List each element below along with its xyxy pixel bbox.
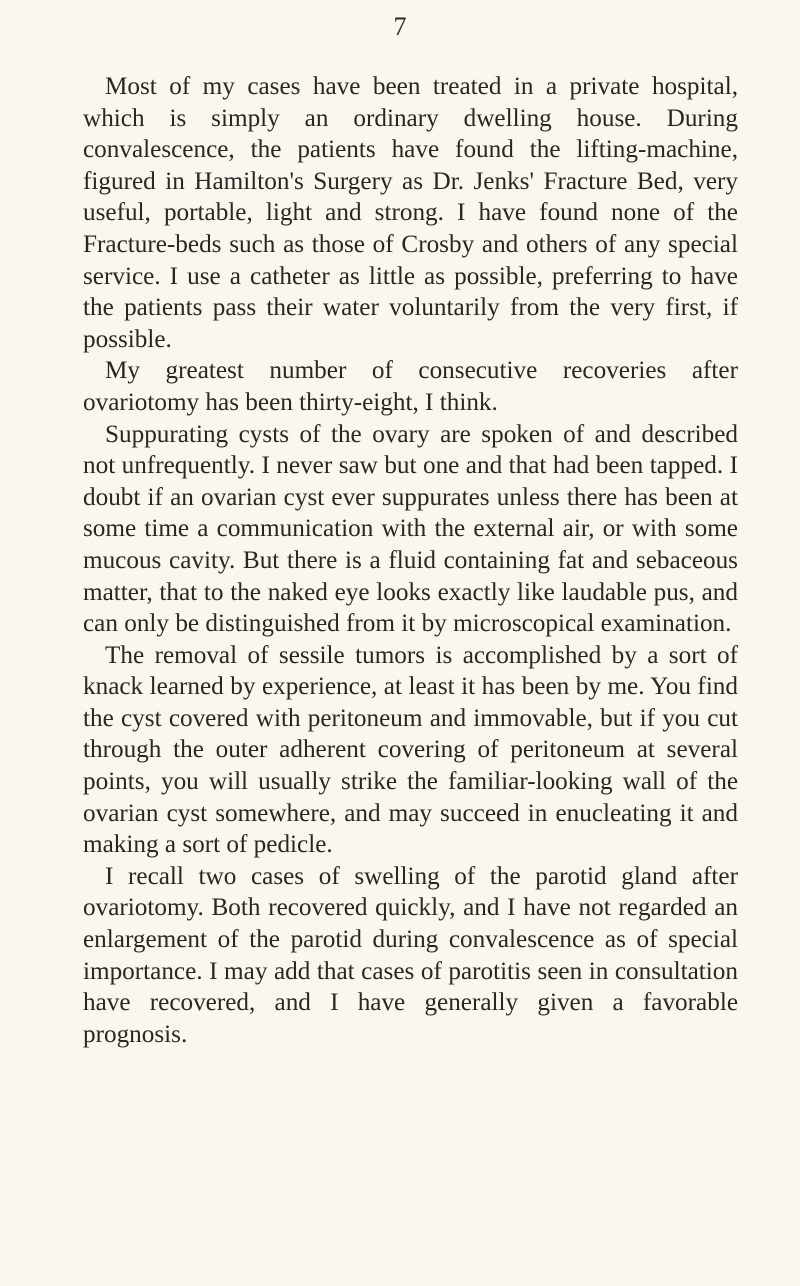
paragraph-suppurating-cysts: Suppurating cysts of the ovary are spoken of and described not unfrequently. I never saw but one and that had been tapped. I doubt if an ovarian cyst ever suppurates unless there has been at some time a communication with the external air, or with some mucous cavity. But there is a fluid containing fat and sebaceous matter, that to the naked eye looks exactly like laudable pus, and can only be distinguished from it by microscopical examination. bbox=[83, 420, 738, 638]
paragraph-sessile-tumors: The removal of sessile tumors is accomplished by a sort of knack learned by experience, at least it has been by me. You find the cyst covered with peritoneum and immovable, but if you cut through the outer adherent covering of peritoneum at several points, you will usually strike the familiar-looking wall of the ovarian cyst somewhere, and may succeed in enucleating it and making a sort of pedicle. bbox=[83, 641, 738, 859]
paragraph-parotid-swelling: I recall two cases of swelling of the parotid gland after ovariotomy. Both recovered quickly, and I have not regarded an enlargement of the parotid during convalescence as of special importance. I may add that cases of parotitis seen in consultation have recovered, and I have generally given a favorable prognosis. bbox=[83, 862, 738, 1048]
body-text bbox=[83, 71, 738, 1050]
page-number: 7 bbox=[393, 12, 407, 41]
paragraph-private-hospital: Most of my cases have been treated in a private hospital, which is simply an ordinary dwelling house. During convalescence, the patients have found the lifting-machine, figured in Hamilton's Surgery as Dr. Jenks' Fracture Bed, very useful, portable, light and strong. I have found none of the Fracture-beds such as those of Crosby and others of any special service. I use a catheter as little as possible, preferring to have the patients pass their water voluntarily from the very first, if possible. bbox=[83, 73, 738, 353]
paragraph-consecutive-recoveries: My greatest number of consecutive recoveries after ovariotomy has been thirty-eight, I think. bbox=[83, 357, 738, 416]
